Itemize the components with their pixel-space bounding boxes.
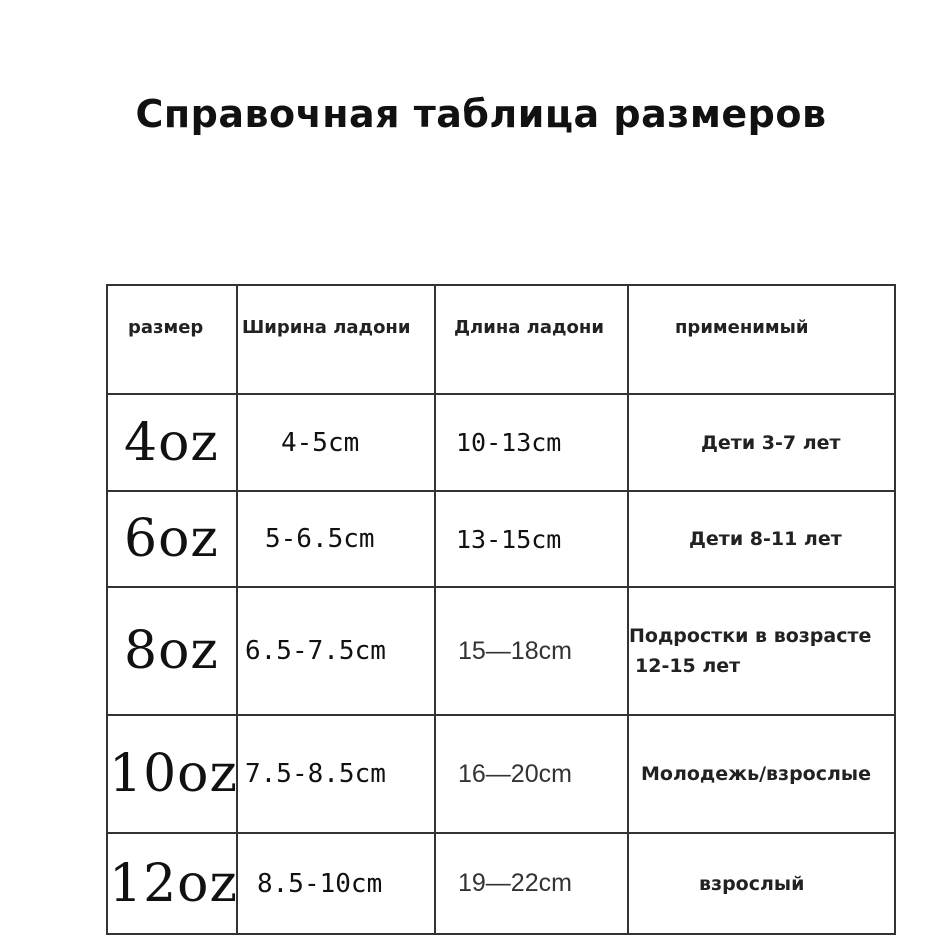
applicable-cell: взрослый [628, 833, 895, 934]
table-row [107, 394, 895, 491]
palm-width-cell: 6.5-7.5cm [237, 587, 435, 715]
applicable-line-2: 12-15 лет [635, 655, 741, 677]
palm-length-cell: 13-15cm [435, 491, 628, 587]
size-cell: 4oz [107, 394, 237, 491]
size-cell: 12oz [107, 833, 237, 934]
table-row [107, 715, 895, 833]
size-cell: 8oz [107, 587, 237, 715]
palm-width-cell: 8.5-10cm [237, 833, 435, 934]
applicable-line-1: Подростки в возрасте [629, 625, 872, 647]
applicable-cell: Молодежь/взрослые [628, 715, 895, 833]
palm-width-cell: 4-5cm [237, 394, 435, 491]
palm-width-cell: 7.5-8.5cm [237, 715, 435, 833]
size-cell: 10oz [107, 715, 237, 833]
table-header-row [107, 285, 895, 394]
size-chart-table [106, 284, 896, 935]
applicable-cell [628, 587, 895, 715]
header-size: размер [107, 285, 237, 394]
header-palm-width: Ширина ладони [237, 285, 435, 394]
palm-length-cell: 15—18cm [435, 587, 628, 715]
applicable-cell: Дети 8-11 лет [628, 491, 895, 587]
header-palm-length: Длина ладони [435, 285, 628, 394]
table-row [107, 491, 895, 587]
palm-length-cell: 10-13cm [435, 394, 628, 491]
palm-width-cell: 5-6.5cm [237, 491, 435, 587]
table-row [107, 833, 895, 934]
page-title: Справочная таблица размеров [135, 92, 827, 136]
table-row [107, 587, 895, 715]
applicable-cell: Дети 3-7 лет [628, 394, 895, 491]
size-cell: 6oz [107, 491, 237, 587]
palm-length-cell: 19—22cm [435, 833, 628, 934]
palm-length-cell: 16—20cm [435, 715, 628, 833]
header-applicable: применимый [628, 285, 895, 394]
